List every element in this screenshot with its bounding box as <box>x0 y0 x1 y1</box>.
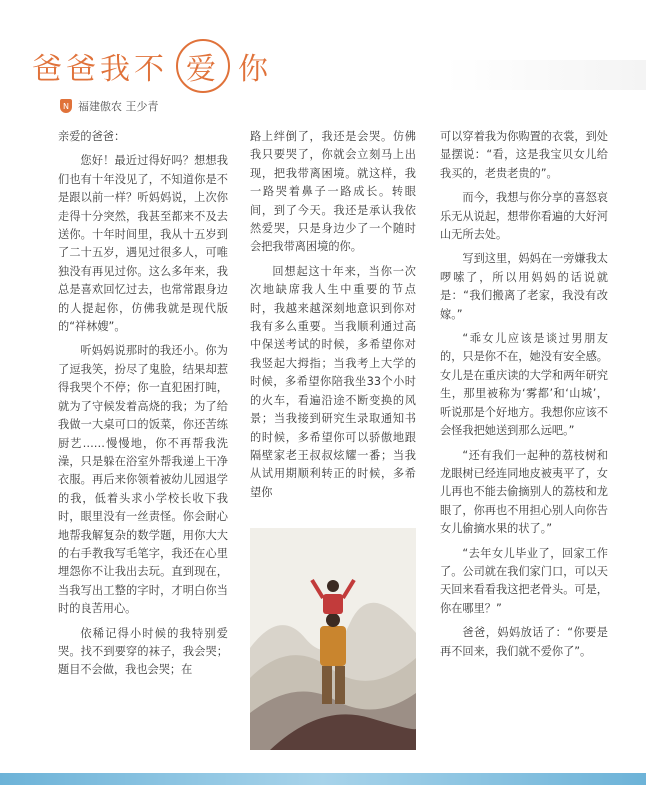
paragraph: 亲爱的爸爸： <box>58 130 126 143</box>
title-suffix: 你 <box>238 52 272 87</box>
page-title <box>32 36 272 96</box>
paragraph: “去年女儿毕业了，回家工作了。公司就在我们家门口，可以天天回来看看我这把老骨头。可是，你在哪里？” <box>440 546 608 615</box>
paragraph: “还有我们一起种的荔枝树和龙眼树已经连同地皮被夷平了，女儿再也不能去偷摘别人的荔枝和龙眼了，你再也不用担心别人向你告女儿偷摘水果的状了。” <box>440 448 608 536</box>
paragraph: 回想起这十年来，当你一次次地缺席我人生中重要的节点时，我越来越深刻地意识到你对我有多么重要。当我顺利通过高中保送考试的时候，多希望你对我竖起大拇指；当我考上大学的时候，多希望你陪我坐33个小时的火车，看遍沿途不断变换的风景；当我接到研究生录取通知书的时候，多希望你可以骄傲地跟隔壁家老王叔叔炫耀一番；当我从试用期顺利转正的时候，多希望你 <box>250 264 416 499</box>
decorative-corner-shade <box>446 60 646 90</box>
author-marker-icon: N <box>60 99 72 113</box>
byline <box>60 98 159 114</box>
paragraph: 您好！最近过得好吗？想想我们也有十年没见了，不知道你是不是跟以前一样？听妈妈说，上次你走得十分突然，我甚至都来不及去送你。十年时间里，我从十五岁到了二十五岁，遇见过很多人，可唯独没有再见过你。这么多年来，我总是喜欢回忆过去，也常常跟身边的人提起你，仿佛我就是现代版的“祥林嫂”。 <box>58 154 228 334</box>
paragraph: 爸爸，妈妈放话了：“你要是再不回来，我们就不爱你了”。 <box>440 626 608 658</box>
author-name: 福建傲农 王少青 <box>78 100 159 113</box>
paragraph: 而今，我想与你分享的喜怒哀乐无从说起，想带你看遍的大好河山无所去处。 <box>440 191 608 242</box>
father-carrying-child-illustration <box>250 528 416 750</box>
paragraph: 路上绊倒了，我还是会哭。仿佛我只要哭了，你就会立刻马上出现，把我带离困境。就这样，我一路哭着鼻子一路成长。转眼间，到了今天。我还是承认我依然爱哭，只是身边少了一个随时会把我带离困境的你。 <box>250 130 416 254</box>
paragraph: 可以穿着我为你购置的衣裳，到处显摆说：“看，这是我宝贝女儿给我买的，老贵老贵的”。 <box>440 130 608 180</box>
bottom-color-bar <box>0 773 646 785</box>
title-prefix: 爸爸我不 <box>32 52 168 87</box>
paragraph: 依稀记得小时候的我特别爱哭。找不到要穿的袜子，我会哭；题目不会做，我也会哭；在 <box>58 626 228 677</box>
illustration-svg <box>250 528 416 750</box>
article-column-2 <box>250 128 416 508</box>
article-column-3 <box>440 128 608 667</box>
title-circled-character: 爱 <box>176 39 230 93</box>
paragraph: 写到这里，妈妈在一旁嫌我太啰嗦了，所以用妈妈的话说就是：“我们搬离了老家，我没有改嫁。” <box>440 252 608 321</box>
article-column-1 <box>58 128 228 686</box>
paragraph: 听妈妈说那时的我还小。你为了逗我笑，扮尽了鬼脸，结果却惹得我哭个不停；你一直犯困打盹，就为了守候发着高烧的我；为了给我做一大桌可口的饭菜，你还苦练厨艺……慢慢地，你不再帮我洗澡，只是躲在浴室外帮我递上干净衣服。再后来你领着被幼儿园退学的我，低着头求小学校长收下我时，眼里没有一丝责怪。你会耐心地帮我解复杂的数学题，用你大大的右手教我写毛笔字，我还在心里埋怨你不让我出去玩。直到现在，当我写出工整的字时，才明白你当时的良苦用心。 <box>58 344 228 616</box>
paragraph: “乖女儿应该是谈过男朋友的，只是你不在，她没有安全感。女儿是在重庆读的大学和两年研究生，那里被称为‘雾都’和‘山城’，听说那是个好地方。我想你应该不会怪我把她送到那么远吧。” <box>440 332 608 438</box>
